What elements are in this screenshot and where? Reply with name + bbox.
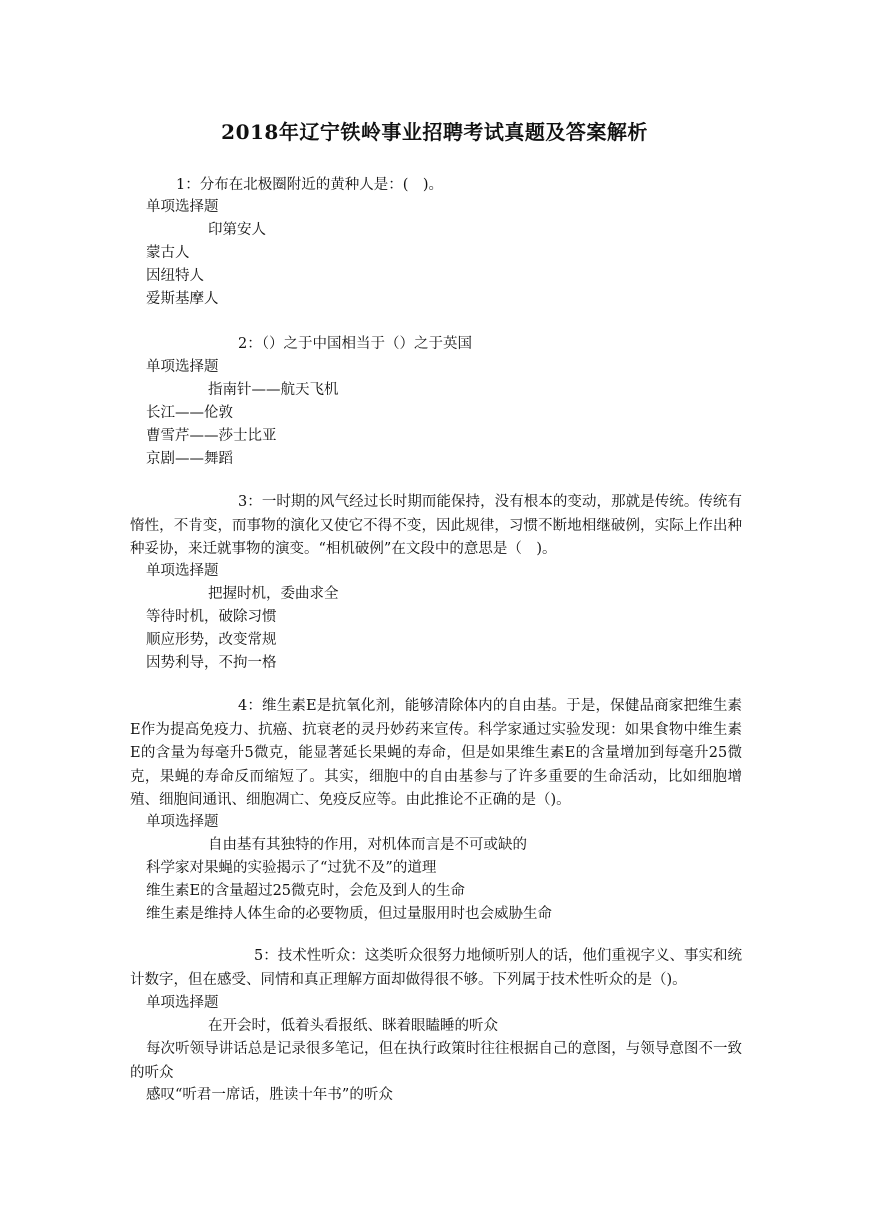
question-1-option-b: 蒙古人 xyxy=(146,245,190,261)
question-4-type: 单项选择题 xyxy=(146,814,219,830)
question-5-option-b: 每次听领导讲话总是记录很多笔记，但在执行政策时往往根据自己的意图，与领导意图不一致的听众 xyxy=(130,1041,742,1081)
question-5-stem: 5：技术性听众：这类听众很努力地倾听别人的话，他们重视字义、事实和统计数字，但在感受、同情和真正理解方面却做得很不够。下列属于技术性听众的是（)。 xyxy=(130,948,742,988)
question-4-stem: 4：维生素E是抗氧化剂，能够清除体内的自由基。于是，保健品商家把维生素E作为提高免疫力、抗癌、抗衰老的灵丹妙药来宣传。科学家通过实验发现：如果食物中维生素E的含量为每毫升5微克，能显著延长果蝇的寿命，但是如果维生素E的含量增加到每毫升25微克，果蝇的寿命反而缩短了。其实，细胞中的自由基参与了许多重要的生命活动，比如细胞增殖、细胞间通讯、细胞凋亡、免疫反应等。由此推论不正确的是（)。 xyxy=(130,698,742,808)
question-2-option-b: 长江——伦敦 xyxy=(146,405,233,421)
question-4-option-b: 科学家对果蝇的实验揭示了“过犹不及”的道理 xyxy=(146,860,437,876)
question-2-option-a: 指南针——航天飞机 xyxy=(208,382,339,398)
question-3-option-c: 顺应形势，改变常规 xyxy=(146,632,277,648)
question-4-option-c: 维生素E的含量超过25微克时，会危及到人的生命 xyxy=(146,883,466,899)
question-4-option-d: 维生素是维持人体生命的必要物质，但过量服用时也会威胁生命 xyxy=(146,906,552,922)
question-2-type: 单项选择题 xyxy=(146,359,219,375)
question-5-option-a: 在开会时，低着头看报纸、眯着眼瞌睡的听众 xyxy=(208,1018,498,1034)
question-1-option-d: 爱斯基摩人 xyxy=(146,291,219,307)
question-1-option-c: 因纽特人 xyxy=(146,268,204,284)
question-2-option-d: 京剧——舞蹈 xyxy=(146,451,233,467)
question-4-option-a: 自由基有其独特的作用，对机体而言是不可或缺的 xyxy=(208,837,527,853)
question-5-option-c: 感叹“听君一席话，胜读十年书”的听众 xyxy=(146,1087,393,1103)
page-title: 2018年辽宁铁岭事业招聘考试真题及答案解析 xyxy=(221,120,648,144)
question-1-stem: 1：分布在北极圈附近的黄种人是：( )。 xyxy=(176,177,444,193)
question-3-type: 单项选择题 xyxy=(146,563,219,579)
question-3-option-d: 因势利导，不拘一格 xyxy=(146,655,277,671)
question-3-option-a: 把握时机，委曲求全 xyxy=(208,586,339,602)
question-2-stem: 2：（）之于中国相当于（）之于英国 xyxy=(238,336,472,352)
question-1-type: 单项选择题 xyxy=(146,199,219,215)
question-2-option-c: 曹雪芹——莎士比亚 xyxy=(146,428,277,444)
question-3-stem: 3：一时期的风气经过长时期而能保持，没有根本的变动，那就是传统。传统有惰性，不肯变，而事物的演化又使它不得不变，因此规律，习惯不断地相继破例，实际上作出种种妥协，来迁就事物的演变。“相机破例”在文段中的意思是（ )。 xyxy=(130,494,742,557)
question-5-type: 单项选择题 xyxy=(146,995,219,1011)
question-1-option-a: 印第安人 xyxy=(208,222,266,238)
question-3-option-b: 等待时机，破除习惯 xyxy=(146,609,277,625)
